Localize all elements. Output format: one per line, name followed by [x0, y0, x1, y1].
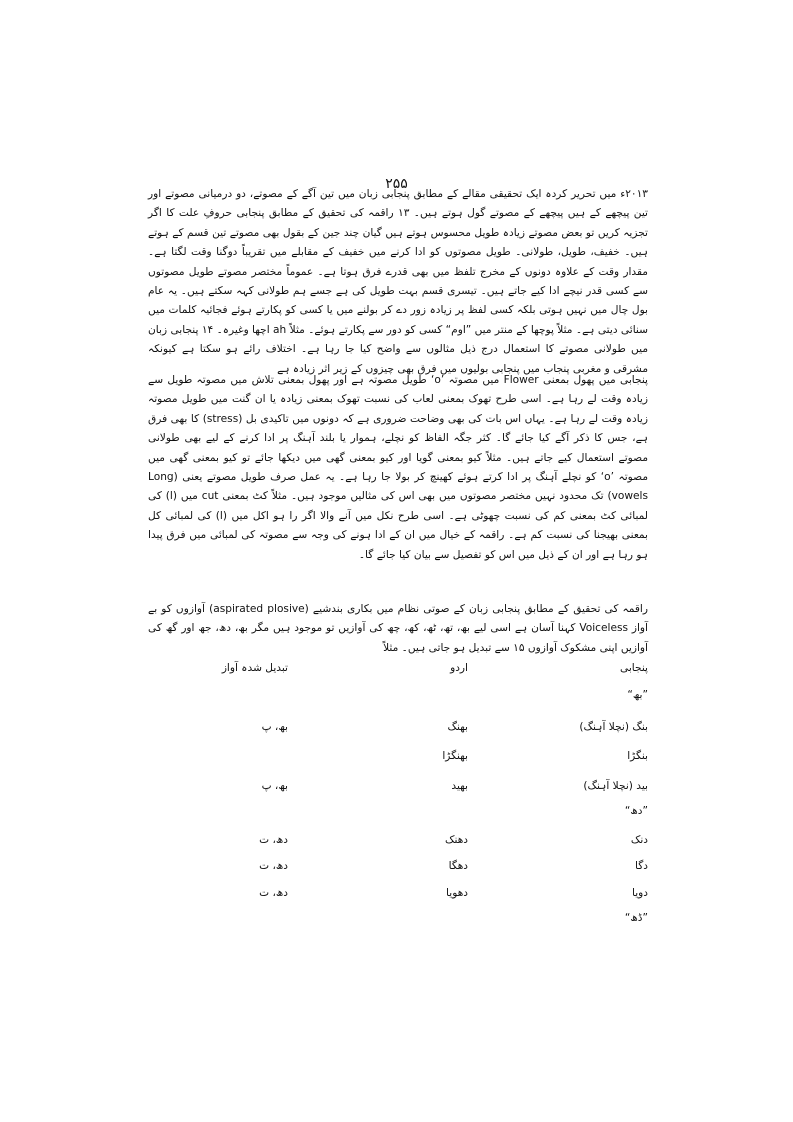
table-row-punjabi: بنگڑا: [627, 750, 648, 762]
table-row-urdu: دھگا: [448, 860, 468, 872]
table-row-urdu: دھنک: [445, 834, 468, 846]
table-row-punjabi: بید (نچلا آہنگ): [583, 780, 648, 792]
paragraph-1: ۲۰۱۳ء میں تحریر کردہ ایک تحقیقی مقالے کے مطابق پنجابی زبان میں تین آگے کے مصوتے، دو درمیانی مصوتے اور تین پیچھے کے ہیں پیچھے کے مصوتے گول ہوتے ہیں۔ ۱۳ راقمہ کی تحقیق کے مطابق پنجابی حروفِ علت کا اگر تجزیہ کریں تو بعض مصوتے زیادہ طویل محسوس ہوتے ہیں گیان چند جین کے بقول بھی مصوتے تین قسم کے ہوتے ہیں۔ خفیف، طویل، طولانی۔ طویل مصوتوں کو ادا کرنے میں خفیف کے مقابلے میں تقریباً دوگنا وقت لگتا ہے۔ مقدار وقت کے علاوہ دونوں کے مخرج تلفظ میں بھی قدرے فرق ہوتا ہے۔ عموماً مختصر مصوتے طویل مصوتوں سے کسی قدر نیچے ادا کیے جاتے ہیں۔ تیسری قسم بہت طویل کی ہے جسے ہم طولانی کہہ سکتے ہیں۔ یہ عام بول چال میں نہیں ہوتی بلکہ کسی لفظ پر زیادہ زور دے کر بولنے میں یا کسی کو پکارتے ہوئے فجائیہ کلمات میں سنائی دیتی ہے۔ مثلاً پوچھا کے منتر میں ”اوم“ کسی کو دور سے پکارتے ہوئے۔ مثلاً ah اچھا وغیرہ۔ ۱۴ پنجابی زبان میں طولانی مصوتے کا استعمال درج ذیل مثالوں سے واضح کیا جا رہا ہے۔ اختلاف رائے ہو سکتا ہے کیونکہ مشرقی و مغربی پنجاب میں پنجابی بولیوں میں فرق بھی چیزوں کے زیر اثر زیادہ ہے: [148, 188, 649, 375]
table-row-urdu: بھید: [451, 780, 468, 792]
table-row-changed: دھ، ت: [259, 834, 288, 846]
table-row-punjabi: ”بھ“: [627, 689, 648, 701]
table-row-changed: دھ، ت: [259, 887, 288, 899]
table-row-changed: بھ، پ: [261, 780, 288, 792]
table-row-punjabi: دگا: [635, 860, 648, 872]
table-row-punjabi: ”ڈھ“: [624, 912, 648, 924]
paragraph-2: پنجابی میں پھول بمعنی Flower میں مصوتہ ’o‘ طویل مصوتہ ہے اور پھول بمعنی تلاش میں مصوتہ طویل سے زیادہ وقت لے رہا ہے۔ اسی طرح تھوک بمعنی لعاب کی نسبت تھوک بمعنی زیادہ یا ان گنت میں طویل مصوتہ زیادہ وقت لے رہا ہے۔ یہاں اس بات کی بھی وضاحت ضروری ہے کہ دونوں میں تاکیدی بل (stress) کا بھی فرق ہے، جس کا ذکر آگے کیا جائے گا۔ کثر جگہ الفاظ کو نچلے، ہموار یا بلند آہنگ پر ادا کرنے کے لیے بھی طولانی مصوتے استعمال کیے جاتے ہیں۔ مثلاً کیو بمعنی گویا اور کیو بمعنی گھی میں دیکھا جائے تو کیو بمعنی گھی میں مصوتہ ’o‘ کو نچلے آہنگ پر ادا کرتے ہوئے کھینچ کر بولا جا رہا ہے۔ یہ عمل صرف طویل مصوتے یعنی (Long vowels) تک محدود نہیں مختصر مصوتوں میں بھی اس کی مثالیں موجود ہیں۔ مثلاً کٹ بمعنی cut میں (ا) کی لمبائی کٹ بمعنی کم کی نسبت چھوٹی ہے۔ اسی طرح نکل میں آنے والا اگر را ہو اکل میں (ا) کی لمبائی کل بمعنی بھیجنا کی نسبت کم ہے۔ راقمہ کے خیال میں ان کے ادا ہونے کی وجہ سے مصوتہ کی لمبائی میں فرق پیدا ہو رہا ہے اور ان کے ذیل میں اس کو تفصیل سے بیان کیا جائے گا۔: [148, 374, 649, 561]
table-row-punjabi: دنک: [630, 834, 648, 846]
table-row-urdu: بھنگ: [447, 721, 468, 733]
header-urdu: اردو: [450, 662, 468, 674]
table-row-urdu: دھویا: [446, 887, 468, 899]
table-row-changed: دھ، ت: [259, 860, 288, 872]
header-changed-sound: تبدیل شدہ آواز: [221, 662, 288, 674]
table-row-changed: بھ، پ: [261, 721, 288, 733]
page-number: ۲۵۵: [385, 176, 408, 192]
table-row-punjabi: دویا: [631, 887, 648, 899]
table-row-punjabi: بنگ (نچلا آہنگ): [579, 721, 648, 733]
header-punjabi: پنجابی: [620, 662, 648, 674]
table-row-punjabi: ”دھ“: [624, 805, 648, 817]
paragraph-3: راقمہ کی تحقیق کے مطابق پنجابی زبان کے صوتی نظام میں بکاری بندشیے (aspirated plosive) آوازوں کو بے آواز Voiceless کہنا آسان ہے اسی لیے بھ، تھ، ٹھ، کھ، چھ کی آوازیں تو موجود ہیں مگر بھ، دھ، جھ اور گھ کی آوازیں اپنی مشکوک آوازوں ۱۵ سے تبدیل ہو جاتی ہیں۔ مثلاً: [148, 603, 648, 654]
table-row-urdu: بھنگڑا: [442, 750, 468, 762]
